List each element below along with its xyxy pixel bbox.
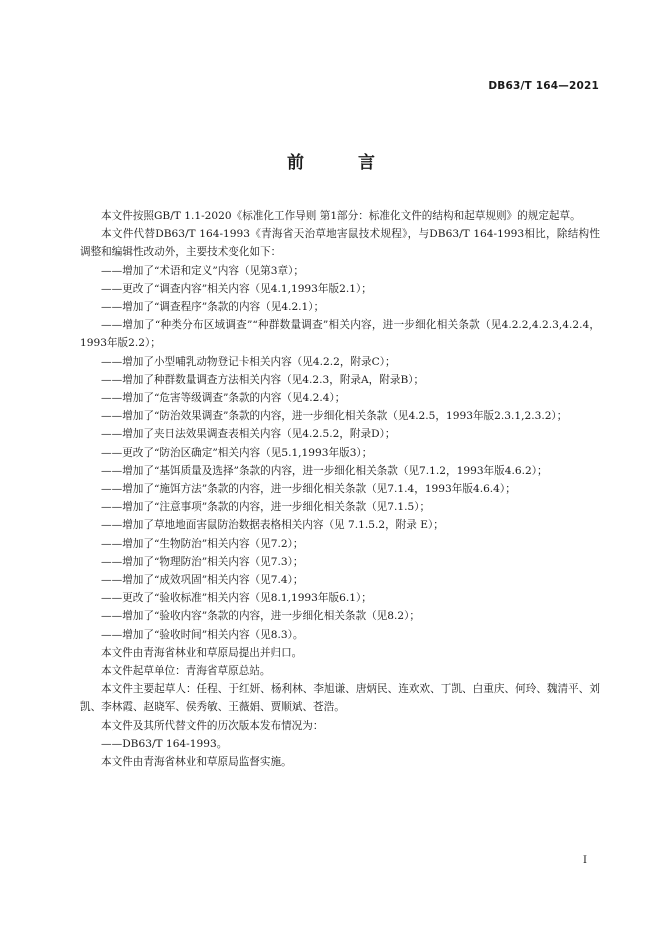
list-item: ——增加了“种类分布区域调查”“种群数量调查”相关内容，进一步细化相关条款（见4.2.2,4.2.3,4.2.4，1993年版2.2）；: [80, 319, 600, 350]
list-item: ——增加了“危害等级调查”条款的内容（见4.2.4）；: [101, 392, 346, 405]
list-item: ——增加了“成效巩固”相关内容（见7.4）；: [101, 574, 304, 587]
page-title: 前 言: [287, 153, 399, 173]
list-item: ——更改了“验收标准”相关内容（见8.1,1993年版6.1）；: [101, 592, 372, 605]
closing-paragraph: 本文件及其所代替文件的历次版本发布情况为：: [101, 719, 324, 732]
list-item: ——增加了种群数量调查方法相关内容（见4.2.3，附录A，附录B）；: [101, 373, 425, 386]
changes-list: [80, 262, 600, 644]
final-paragraph: 本文件由青海省林业和草原局监督实施。: [101, 756, 292, 769]
drafters-paragraph: 本文件主要起草人：任程、于红妍、杨利林、李旭谦、唐炳民、连欢欢、丁凯、白重庆、何玲、魏清平、刘凯、李林霞、赵晓军、侯秀敏、王薇娟、贾顺斌、苍浩。: [80, 683, 600, 714]
list-item: ——增加了“注意事项”条款的内容，进一步细化相关条款（见7.1.5）；: [101, 501, 431, 514]
list-item: ——更改了“防治区确定”相关内容（见5.1,1993年版3）；: [101, 446, 373, 459]
list-item: ——增加了“防治效果调查”条款的内容，进一步细化相关条款（见4.2.5，1993年版2.3.1,2.3.2）；: [101, 410, 568, 423]
list-item: ——增加了“术语和定义”内容（见第3章）；: [101, 264, 304, 277]
closing-paragraph: 本文件起草单位：青海省草原总站。: [101, 665, 271, 678]
list-item: ——增加了“生物防治”相关内容（见7.2）；: [101, 537, 304, 550]
intro-paragraph: 本文件按照GB/T 1.1-2020《标准化工作导则 第1部分：标准化文件的结构和起草规则》的规定起草。: [101, 210, 581, 222]
list-item: ——增加了“施饵方法”条款的内容，进一步细化相关条款（见7.1.4，1993年版4.6.4）；: [101, 483, 516, 496]
document-body: [80, 207, 600, 771]
list-item: ——增加了草地地面害鼠防治数据表格相关内容（见 7.1.5.2，附录 E）；: [101, 519, 444, 532]
list-item: ——增加了夹日法效果调查表相关内容（见4.2.5.2，附录D）；: [101, 428, 396, 441]
list-item: ——更改了“调查内容”相关内容（见4.1,1993年版2.1）；: [101, 282, 372, 295]
list-item: ——增加了“物理防治”相关内容（见7.3）；: [101, 555, 304, 568]
list-item: ——增加了“验收时间”相关内容（见8.3）。: [101, 628, 304, 641]
list-item: ——增加了小型哺乳动物登记卡相关内容（见4.2.2，附录C）；: [101, 355, 396, 368]
list-item: ——增加了“验收内容”条款的内容，进一步细化相关条款（见8.2）；: [101, 610, 421, 623]
list-item: ——增加了“基饵质量及选择”条款的内容，进一步细化相关条款（见7.1.2，1993年版4.6.2）；: [101, 464, 548, 477]
list-item: ——增加了“调查程序”条款的内容（见4.2.1）；: [101, 301, 325, 314]
intro-paragraph: 本文件代替DB63/T 164-1993《青海省天治草地害鼠技术规程》，与DB63/T 164-1993相比，除结构性调整和编辑性改动外，主要技术变化如下：: [80, 228, 600, 259]
closing-paragraph: 本文件由青海省林业和草原局提出并归口。: [101, 646, 303, 659]
history-item: ——DB63/T 164-1993。: [101, 737, 228, 750]
document-code: DB63/T 164—2021: [488, 80, 599, 92]
page-number: I: [583, 855, 587, 866]
